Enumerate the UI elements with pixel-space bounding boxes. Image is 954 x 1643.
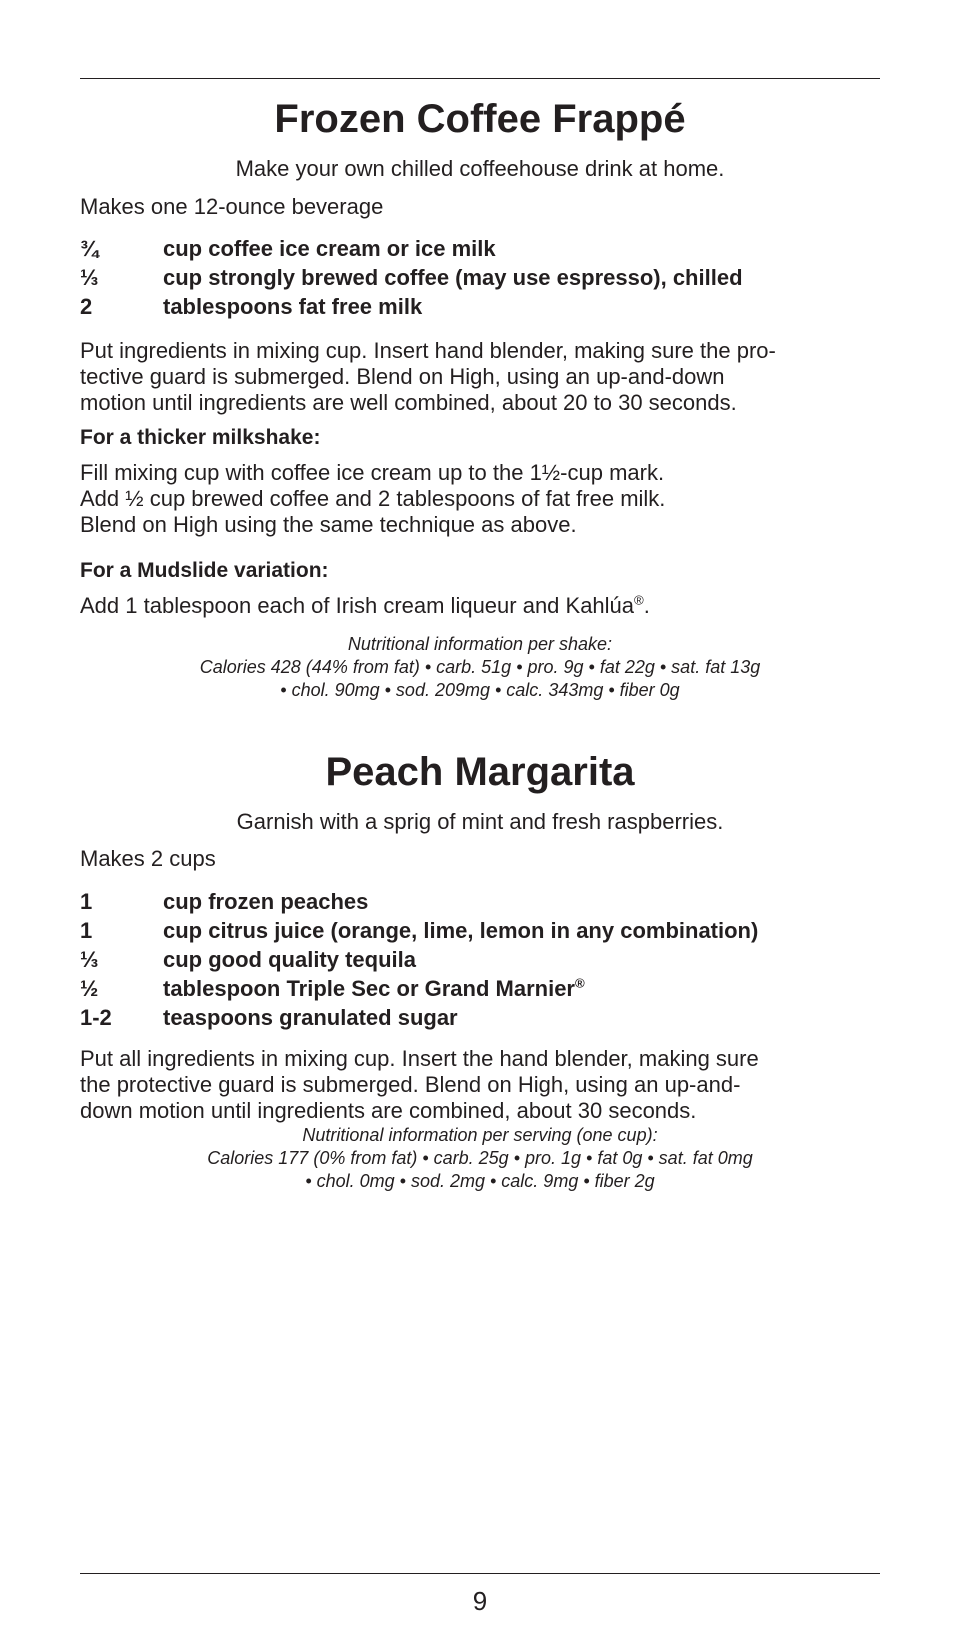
- ingredient-item: [80, 234, 880, 263]
- directions-line: motion until ingredients are well combined, about 20 to 30 seconds.: [80, 390, 737, 415]
- ingredient-item: [80, 263, 880, 292]
- ingredient-quantity: ⅓: [80, 265, 99, 290]
- nutrition-line: • chol. 90mg • sod. 209mg • calc. 343mg • fiber 0g: [280, 680, 680, 700]
- ingredient-quantity: 1: [80, 918, 93, 943]
- variation-line: Fill mixing cup with coffee ice cream up to the 1½-cup mark.: [80, 460, 665, 485]
- ingredient-item: [80, 1003, 880, 1032]
- directions-line: the protective guard is submerged. Blend on High, using an up-and-: [80, 1072, 741, 1097]
- variation-text: [80, 593, 880, 619]
- recipe-title: Frozen Coffee Frappé: [274, 97, 686, 141]
- variation-line: Add 1 tablespoon each of Irish cream liqueur and Kahlúa®.: [80, 592, 650, 618]
- nutrition-line: Nutritional information per shake:: [347, 634, 613, 654]
- variation-line: Add ½ cup brewed coffee and 2 tablespoons of fat free milk.: [80, 486, 666, 511]
- nutrition-line: Calories 428 (44% from fat) • carb. 51g • pro. 9g • fat 22g • sat. fat 13g: [199, 657, 761, 677]
- ingredient-text: cup good quality tequila: [163, 947, 416, 972]
- variation-text: [80, 460, 880, 538]
- recipe-title: Peach Margarita: [325, 750, 635, 794]
- ingredient-text: cup frozen peaches: [163, 889, 369, 914]
- directions-line: Put all ingredients in mixing cup. Insert the hand blender, making sure: [80, 1046, 759, 1071]
- directions-line: Put ingredients in mixing cup. Insert hand blender, making sure the pro-: [80, 338, 776, 363]
- ingredient-list: [80, 887, 880, 1032]
- ingredient-text: cup citrus juice (orange, lime, lemon in any combination): [163, 918, 759, 943]
- ingredient-quantity: ¾: [80, 236, 99, 261]
- nutrition-info: [80, 1124, 880, 1193]
- ingredient-quantity: 1-2: [80, 1005, 112, 1030]
- recipe-yield: Makes 2 cups: [80, 846, 216, 871]
- ingredient-quantity: 1: [80, 889, 93, 914]
- ingredient-quantity: 2: [80, 294, 93, 319]
- ingredient-quantity: ½: [80, 976, 99, 1001]
- variation-heading: For a thicker milkshake:: [80, 426, 321, 449]
- nutrition-info: [80, 633, 880, 702]
- ingredient-item: [80, 974, 880, 1003]
- directions-line: tective guard is submerged. Blend on High, using an up-and-down: [80, 364, 725, 389]
- nutrition-line: Calories 177 (0% from fat) • carb. 25g • pro. 1g • fat 0g • sat. fat 0mg: [207, 1148, 753, 1168]
- ingredient-text: cup strongly brewed coffee (may use espresso), chilled: [163, 265, 743, 290]
- ingredient-text: tablespoon Triple Sec or Grand Marnier®: [163, 975, 585, 1001]
- ingredient-item: [80, 292, 880, 321]
- recipe-subtitle: Make your own chilled coffeehouse drink at home.: [235, 156, 725, 181]
- recipe-subtitle: Garnish with a sprig of mint and fresh raspberries.: [236, 809, 724, 834]
- top-rule: [80, 78, 880, 79]
- ingredient-quantity: ⅓: [80, 947, 99, 972]
- ingredient-item: [80, 887, 880, 916]
- recipe-directions: [80, 1046, 880, 1124]
- recipe-yield: Makes one 12-ounce beverage: [80, 194, 384, 219]
- ingredient-text: cup coffee ice cream or ice milk: [163, 236, 496, 261]
- directions-line: down motion until ingredients are combined, about 30 seconds.: [80, 1098, 697, 1123]
- ingredient-item: [80, 916, 880, 945]
- page-number: 9: [472, 1586, 488, 1616]
- variation-line: Blend on High using the same technique as above.: [80, 512, 577, 537]
- page: [80, 0, 880, 1643]
- ingredient-item: [80, 945, 880, 974]
- ingredient-list: [80, 234, 880, 321]
- bottom-rule: [80, 1573, 880, 1574]
- ingredient-text: teaspoons granulated sugar: [163, 1005, 458, 1030]
- recipe-directions: [80, 338, 880, 416]
- nutrition-line: • chol. 0mg • sod. 2mg • calc. 9mg • fiber 2g: [305, 1171, 655, 1191]
- ingredient-text: tablespoons fat free milk: [163, 294, 423, 319]
- nutrition-line: Nutritional information per serving (one cup):: [302, 1125, 658, 1145]
- variation-heading: For a Mudslide variation:: [80, 559, 329, 582]
